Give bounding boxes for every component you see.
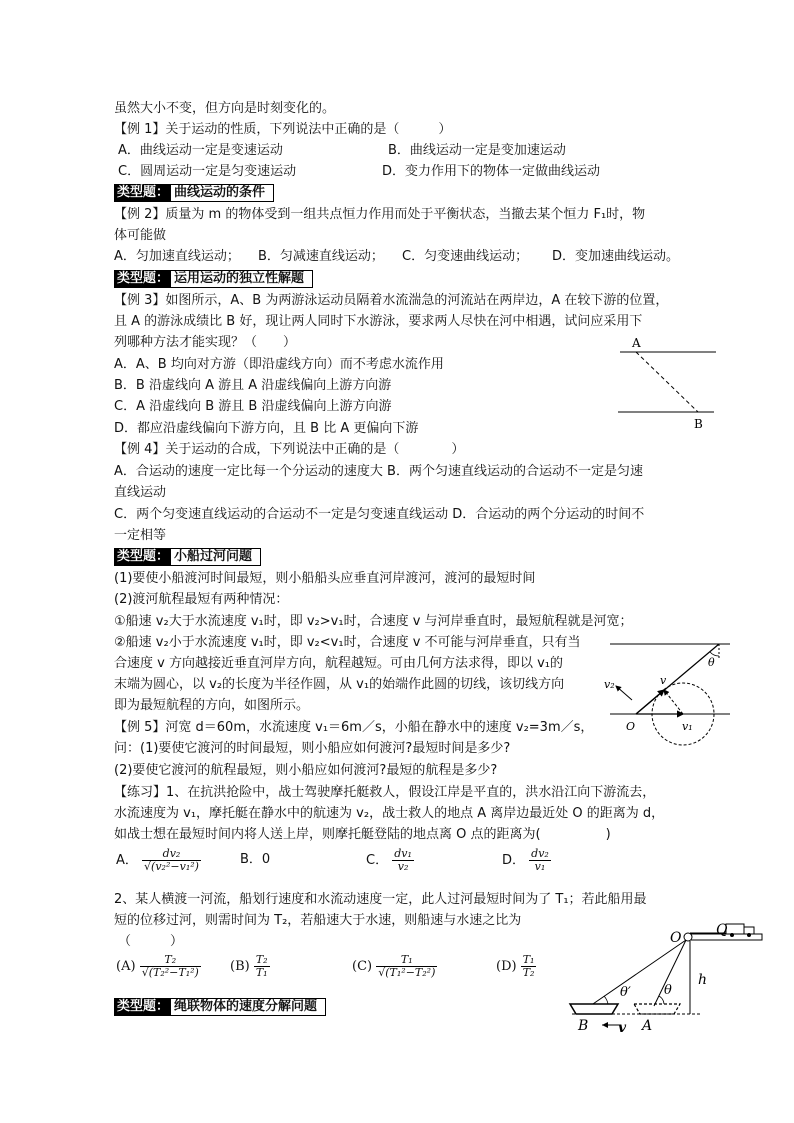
option-b: B．B 沿虚线向 A 游且 A 沿虚线偏向上游方向游 [114, 378, 392, 393]
fraction: $\frac{\text{T₂}}{\text{√(T₂²−T₁²)}}$ [141, 953, 199, 979]
v2-arrow [664, 690, 683, 714]
v-label: v [618, 1020, 627, 1034]
text-line: 列哪种方法才能实现？（ ） [114, 335, 297, 350]
option-a: A．匀加速直线运动； [114, 249, 240, 264]
option-a: A． $\frac{\text{dv₂}}{\text{√(v₂²−v₁²)}}$ [116, 847, 199, 873]
section-title: 曲线运动的条件 [171, 184, 274, 202]
example-4-question: 【例 4】关于运动的合成，下列说法中正确的是（ ） [114, 442, 465, 457]
v2-label: v₂ [604, 678, 615, 691]
section-tag: 类型题： [114, 548, 171, 566]
dashed-path [636, 352, 698, 412]
text-line: 短的位移过河，则需时间为 T₂，若船速大于水速，则船速与水速之比为 [114, 913, 522, 928]
example-1-question: 【例 1】关于运动的性质，下列说法中正确的是（ ） [114, 122, 452, 137]
option-c: C．匀变速曲线运动； [402, 249, 529, 264]
option-a: A．曲线运动一定是变速运动 [118, 143, 283, 158]
text-line: (2)渡河航程最短有两种情况： [114, 592, 289, 607]
text-line: C．两个匀变速直线运动的合运动不一定是匀变速直线运动 D．合运动的两个分运动的时间不 [114, 507, 645, 522]
text-line: ①船速 v₂大于水流速度 v₁时，即 v₂>v₁时，合速度 v 与河岸垂直时，最短航程就是河宽； [114, 614, 633, 629]
section-heading [114, 548, 261, 566]
label-b: B [694, 417, 703, 431]
option-a: A．A、B 均向对方游（即沿虚线方向）而不考虑水流作用 [114, 357, 444, 372]
text-line: (1)要使小船渡河时间最短，则小船船头应垂直河岸渡河，渡河的最短时间 [114, 571, 536, 586]
option-d: D．变力作用下的物体一定做曲线运动 [382, 164, 601, 179]
option-c: C． $\frac{\text{dv₁}}{\text{v₂}}$ [366, 847, 412, 873]
text-line: 虽然大小不变，但方向是时刻变化的。 [114, 101, 336, 116]
option-b: B．0 [240, 852, 271, 867]
b-label: B [578, 1018, 589, 1034]
text-line: 体可能做 [114, 228, 167, 243]
rope-boat-figure [562, 922, 776, 1034]
o-label: O [670, 930, 682, 946]
fraction: $\frac{\text{dv₂}}{\text{√(v₂²−v₁²)}}$ [144, 847, 199, 873]
section-tag: 类型题： [114, 184, 171, 202]
o-label: O [626, 720, 636, 733]
text-line: 且 A 的游泳成绩比 B 好，现让两人同时下水游泳，要求两人尽快在河中相遇，试问应采用下 [114, 314, 643, 329]
section-tag: 类型题： [114, 998, 171, 1016]
section-heading [114, 184, 274, 202]
option-b: (B) $\frac{\text{T₂}}{\text{T₁}}$ [230, 953, 268, 979]
v2-reference-arrow [616, 686, 632, 700]
text-line: A．合运动的速度一定比每一个分运动的速度大 B．两个匀速直线运动的合运动不一定是匀速 [114, 464, 643, 479]
option-d: D．都应沿虚线偏向下游方向，且 B 比 A 更偏向下游 [114, 421, 419, 436]
text-line: 水流速度为 v₁，摩托艇在静水中的航速为 v₂，战士救人的地点 A 离岸边最近处 O 的距离为 d， [114, 806, 665, 821]
option-c: C．A 沿虚线向 B 游且 B 沿虚线偏向上游方向游 [114, 399, 392, 414]
text-line: 合速度 v 方向越接近垂直河岸方向，航程越短。可由几何方法求得，即以 v₁的 [114, 656, 563, 671]
section-heading [114, 998, 326, 1016]
fraction: $\frac{\text{T₁}}{\text{T₂}}$ [522, 953, 535, 979]
velocity-arrowhead [602, 1022, 608, 1028]
text-line: 一定相等 [114, 528, 167, 543]
section-title: 小船过河问题 [171, 548, 261, 566]
section-title: 绳联物体的速度分解问题 [171, 998, 326, 1016]
boat-crossing-figure [598, 636, 734, 748]
text-line: 末端为圆心，以 v₂的长度为半径作圆，从 v₁的始端作此圆的切线，该切线方向 [114, 677, 565, 692]
theta-label: θ [664, 983, 672, 998]
example-5-question: 【例 5】河宽 d＝60m，水流速度 v₁＝6m／s，小船在静水中的速度 v₂=3m／s， [114, 720, 594, 735]
text-line: (2)要使它渡河的航程最短，则小船应如何渡河?最短的航程是多少? [114, 763, 498, 778]
option-c: C．圆周运动一定是匀变速运动 [118, 164, 297, 179]
label-a: A [632, 336, 641, 350]
theta-label: θ [708, 656, 715, 669]
practice-2-question: 2、某人横渡一河流，船划行速度和水流动速度一定，此人过河最短时间为了 T₁；若此船用最 [114, 892, 647, 907]
boat-b [570, 1004, 618, 1014]
pulley [684, 933, 692, 941]
option-b: B．曲线运动一定是变加速运动 [388, 143, 566, 158]
text-line: 直线运动 [114, 485, 167, 500]
v-arrow [636, 690, 664, 714]
option-c: (C) $\frac{\text{T₁}}{\text{√(T₁²−T₂²)}}$ [352, 953, 436, 979]
option-d: (D) $\frac{\text{T₁}}{\text{T₂}}$ [496, 953, 535, 979]
boat-a [634, 1004, 680, 1014]
fraction: $\frac{\text{T₁}}{\text{√(T₁²−T₂²)}}$ [378, 953, 436, 979]
a-label: A [642, 1018, 653, 1034]
example-3-question: 【例 3】如图所示，A、B 为两游泳运动员隔着水流湍急的河流站在两岸边，A 在较下游的位置， [114, 293, 669, 308]
section-tag: 类型题： [114, 270, 171, 288]
example-2-question: 【例 2】质量为 m 的物体受到一组共点恒力作用而处于平衡状态，当撤去某个恒力 F₁时，物 [114, 207, 646, 222]
practice-1-question: 【练习】1、在抗洪抢险中，战士驾驶摩托艇救人，假设江岸是平直的，洪水沿江向下游流去， [114, 785, 656, 800]
swimmers-river-figure [612, 332, 722, 432]
text-line: ②船速 v₂小于水流速度 v₁时，即 v₂<v₁时，合速度 v 不可能与河岸垂直，只有当 [114, 635, 581, 650]
fraction: $\frac{\text{dv₂}}{\text{v₁}}$ [531, 847, 549, 873]
option-d: D．变加速曲线运动。 [552, 249, 680, 264]
v1-label: v₁ [682, 720, 693, 733]
angle-arc-b [604, 996, 608, 1004]
text-line: 如战士想在最短时间内将人送上岸，则摩托艇登陆的地点离 O 点的距离为( ) [114, 827, 611, 842]
h-label: h [698, 972, 708, 988]
v-label: v [660, 674, 667, 687]
section-heading [114, 270, 313, 288]
fraction: $\frac{\text{dv₁}}{\text{v₂}}$ [394, 847, 412, 873]
option-b: B．匀减速直线运动； [258, 249, 384, 264]
answer-blank: （ ） [118, 934, 184, 949]
option-a: (A) $\frac{\text{T₂}}{\text{√(T₂²−T₁²)}}$ [116, 953, 199, 979]
theta-prime-label: θ′ [620, 985, 631, 1000]
section-title: 运用运动的独立性解题 [171, 270, 313, 288]
q-label: Q [716, 922, 728, 938]
fraction: $\frac{\text{T₂}}{\text{T₁}}$ [255, 953, 268, 979]
text-line: 问：(1)要使它渡河的时间最短，则小船应如何渡河?最短时间是多少? [114, 741, 511, 756]
option-d: D． $\frac{\text{dv₂}}{\text{v₁}}$ [502, 847, 549, 873]
text-line: 即为最短航程的方向，如图所示。 [114, 698, 310, 713]
